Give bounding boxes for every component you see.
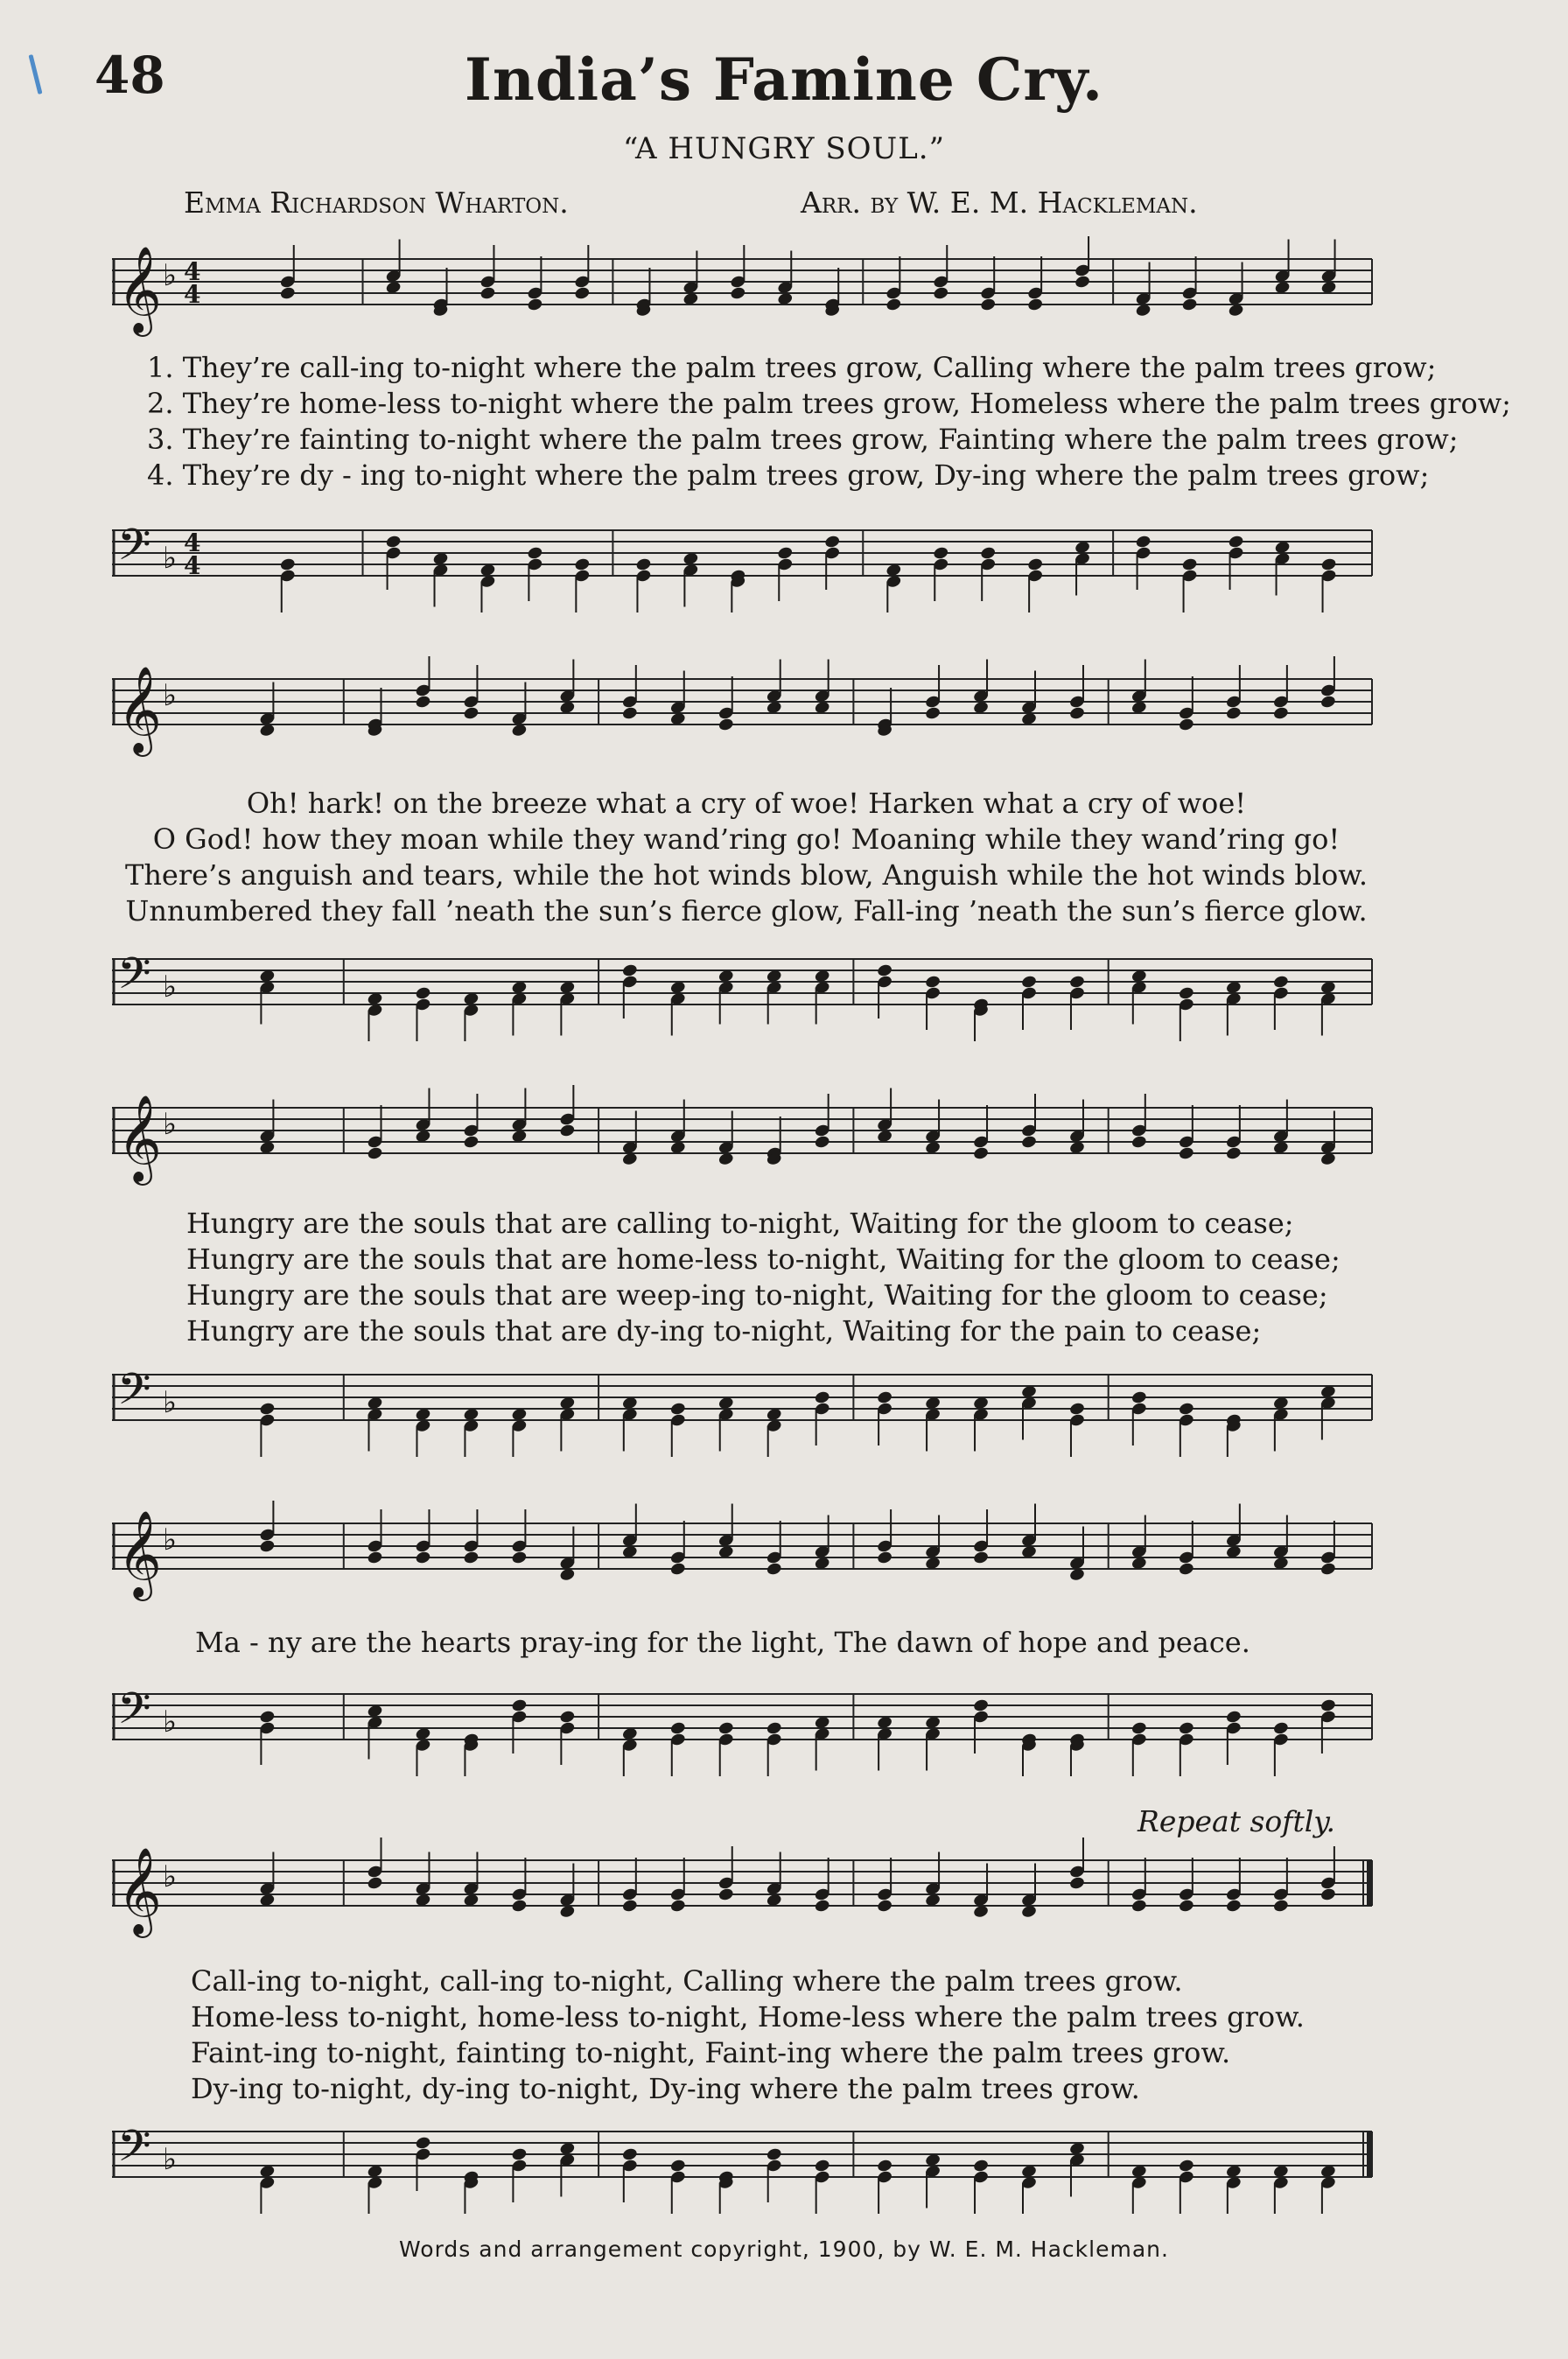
note-head (1272, 1899, 1289, 1914)
lyric-line: 3. They’re fainting to-night where the palm trees grow, Fainting where the palm trees grow; (147, 423, 1459, 456)
flat-sign-icon: ♭ (163, 1522, 178, 1558)
note-head (1320, 1562, 1336, 1577)
note-head (1178, 986, 1194, 1001)
note-head (1181, 557, 1198, 572)
hymn-title: India’s Famine Cry. (465, 46, 1103, 114)
lyric-line: O God! how they moan while they wand’ring go! Moaning while they wand’ring go! (152, 822, 1340, 856)
note-head (669, 1562, 686, 1577)
note-head (415, 2136, 431, 2151)
note-head (259, 1402, 276, 1417)
treble-staff-5 (112, 1838, 1381, 1942)
note-head (972, 1698, 989, 1713)
note-head (718, 718, 734, 732)
note-head (1178, 1402, 1194, 1417)
flat-sign-icon: ♭ (163, 2142, 178, 2177)
note-head (621, 706, 638, 721)
note-head (1178, 1146, 1194, 1161)
note-head (1068, 706, 1085, 721)
note-head (814, 2159, 830, 2174)
note-head (730, 286, 746, 301)
note-head (877, 2159, 893, 2174)
note-head (877, 1899, 893, 1914)
lyrics-block-2 (112, 786, 1381, 929)
note-head (1228, 535, 1244, 550)
bass-clef-icon: 𝄢 (117, 1684, 151, 1745)
note-head (777, 546, 794, 561)
bass-staff-4 (112, 1671, 1381, 1776)
note-head (279, 286, 296, 301)
note-head (1130, 1390, 1147, 1405)
flat-sign-icon: ♭ (163, 1704, 178, 1740)
lyric-line: Unnumbered they fall ’neath the sun’s fierce glow, Fall-ing ’neath the sun’s fierce glow. (125, 894, 1368, 928)
lyric-line: There’s anguish and tears, while the hot winds blow, Anguish while the hot winds blow. (124, 858, 1368, 892)
flat-sign-icon: ♭ (163, 1385, 178, 1420)
note-head (972, 1550, 989, 1565)
lyric-line: Dy-ing to-night, dy-ing to-night, Dy-ing where the palm trees grow. (191, 2072, 1140, 2105)
flat-sign-icon: ♭ (163, 1859, 178, 1894)
note-head (766, 1721, 782, 1736)
lyric-line: Hungry are the souls that are weep-ing to-night, Waiting for the gloom to cease; (186, 1278, 1328, 1312)
treble-clef-icon: 𝄞 (117, 1095, 162, 1182)
note-head (259, 1710, 276, 1725)
note-head (1020, 975, 1037, 990)
music-system-4 (112, 1501, 1381, 1781)
note-head (1181, 298, 1198, 312)
treble-clef-icon: 𝄞 (117, 1847, 162, 1935)
note-head (1130, 1135, 1147, 1150)
treble-staff-4 (112, 1501, 1381, 1606)
note-head (877, 1390, 893, 1405)
note-head (669, 1899, 686, 1914)
note-head (367, 1146, 383, 1161)
bass-staff-2 (112, 936, 1381, 1041)
repeat-instruction: Repeat softly. (1138, 1804, 1336, 1838)
lyric-line: Faint-ing to-night, fainting to-night, Faint-ing where the palm trees grow. (191, 2036, 1231, 2069)
note-head (1272, 1721, 1289, 1736)
note-head (574, 286, 591, 301)
note-head (1178, 1562, 1194, 1577)
lyric-line: 4. They’re dy - ing to-night where the palm trees grow, Dy-ing where the palm trees grow; (147, 458, 1430, 492)
note-head (1135, 535, 1152, 550)
flat-sign-icon: ♭ (163, 541, 178, 576)
note-head (1074, 275, 1091, 290)
note-head (559, 1710, 576, 1725)
note-head (511, 1698, 528, 1713)
lyric-line: Home-less to-night, home-less to-night, Home-less where the palm trees grow. (191, 2000, 1305, 2034)
note-head (814, 1135, 830, 1150)
bass-clef-icon: 𝄢 (117, 948, 151, 1010)
note-head (1178, 1721, 1194, 1736)
lyric-line: 1. They’re call-ing to-night where the palm trees grow, Calling where the palm trees grow; (147, 351, 1437, 384)
note-head (511, 1899, 528, 1914)
lyric-line: 2. They’re home-less to-night where the palm trees grow, Homeless where the palm trees grow; (147, 387, 1511, 420)
lyrics-block-1 (147, 350, 1511, 494)
note-head (1225, 1146, 1242, 1161)
treble-clef-icon: 𝄞 (117, 1510, 162, 1598)
note-head (511, 1550, 528, 1565)
note-head (669, 2159, 686, 2174)
lyric-line: Ma - ny are the hearts pray-ing for the light, The dawn of hope and peace. (195, 1626, 1250, 1659)
note-head (925, 975, 942, 990)
treble-clef-icon: 𝄞 (117, 246, 162, 333)
note-head (1320, 1698, 1336, 1713)
note-head (1068, 1402, 1085, 1417)
lyric-line: Oh! hark! on the breeze what a cry of woe! Harken what a cry of woe! (246, 787, 1247, 820)
flat-sign-icon: ♭ (163, 258, 178, 293)
note-head (1027, 298, 1044, 312)
time-signature: 4 (184, 257, 201, 286)
note-head (814, 1390, 830, 1405)
note-head (463, 1550, 480, 1565)
note-head (1225, 706, 1242, 721)
note-head (824, 535, 841, 550)
time-signature: 4 (184, 280, 201, 309)
bass-clef-icon: 𝄢 (117, 2121, 151, 2182)
treble-staff-3 (112, 1085, 1381, 1190)
note-head (511, 2147, 528, 2162)
lyrics-block-4 (195, 1625, 1464, 1661)
flat-sign-icon: ♭ (163, 678, 178, 713)
note-head (415, 986, 431, 1001)
note-head (635, 557, 652, 572)
note-head (972, 1146, 989, 1161)
arranger-credit: Arr. by W. E. M. Hackleman. (801, 186, 1198, 220)
flat-sign-icon: ♭ (163, 970, 178, 1004)
note-head (385, 535, 402, 550)
note-head (463, 706, 480, 721)
note-head (1068, 1876, 1085, 1891)
note-head (669, 1721, 686, 1736)
note-head (1130, 1899, 1147, 1914)
note-head (1320, 695, 1336, 710)
note-head (480, 286, 496, 301)
note-head (574, 557, 591, 572)
note-head (718, 1721, 734, 1736)
music-system-5 (112, 1838, 1381, 2222)
treble-staff-1 (112, 236, 1381, 341)
note-head (980, 546, 997, 561)
note-head (766, 2147, 782, 2162)
note-head (621, 963, 638, 978)
note-head (621, 2147, 638, 2162)
music-system-2 (112, 656, 1381, 1059)
note-head (766, 1562, 782, 1577)
bass-staff-1 (112, 508, 1381, 612)
lyric-line: Call-ing to-night, call-ing to-night, Calling where the palm trees grow. (191, 1964, 1183, 1998)
note-head (415, 1550, 431, 1565)
flat-sign-icon: ♭ (163, 1107, 178, 1142)
bass-clef-icon: 𝄢 (117, 520, 151, 581)
note-head (980, 298, 997, 312)
time-signature: 4 (184, 551, 201, 580)
note-head (1272, 706, 1289, 721)
note-head (814, 1899, 830, 1914)
hymn-subtitle: “A HUNGRY SOUL.” (623, 131, 945, 166)
author-credit: Emma Richardson Wharton. (184, 186, 569, 220)
note-head (527, 546, 543, 561)
note-head (933, 546, 949, 561)
note-head (1130, 1721, 1147, 1736)
note-head (1225, 1710, 1242, 1725)
note-head (1320, 1887, 1336, 1902)
bass-staff-3 (112, 1352, 1381, 1457)
note-head (463, 1135, 480, 1150)
bass-staff-5 (112, 2109, 1381, 2214)
note-head (1272, 975, 1289, 990)
copyright-notice: Words and arrangement copyright, 1900, by W. E. M. Hackleman. (399, 2236, 1169, 2262)
lyrics-block-3 (186, 1206, 1455, 1349)
note-head (925, 706, 942, 721)
note-head (1020, 1135, 1037, 1150)
note-head (1320, 557, 1337, 572)
note-head (1178, 2159, 1194, 2174)
note-head (415, 695, 431, 710)
lyric-line: Hungry are the souls that are calling to-night, Waiting for the gloom to cease; (186, 1207, 1294, 1240)
note-head (367, 1876, 383, 1891)
lyric-line: Hungry are the souls that are dy-ing to-night, Waiting for the pain to cease; (186, 1314, 1262, 1348)
note-head (718, 1887, 734, 1902)
note-head (877, 963, 893, 978)
note-head (1178, 718, 1194, 732)
page-number: 48 (94, 46, 165, 105)
note-head (1068, 975, 1085, 990)
note-head (1178, 1899, 1194, 1914)
treble-staff-2 (112, 656, 1381, 761)
treble-clef-icon: 𝄞 (117, 666, 162, 753)
note-head (1027, 557, 1044, 572)
note-head (972, 2159, 989, 2174)
note-head (621, 1899, 638, 1914)
note-head (559, 1124, 576, 1138)
note-head (259, 1539, 276, 1554)
note-head (669, 1402, 686, 1417)
lyrics-block-5 (191, 1964, 1460, 2107)
note-head (367, 1550, 383, 1565)
note-head (877, 1550, 893, 1565)
note-head (1225, 1899, 1242, 1914)
music-system-3 (112, 1085, 1381, 1470)
note-head (527, 298, 543, 312)
time-signature: 4 (184, 528, 201, 557)
music-system-1 (112, 236, 1511, 639)
bass-clef-icon: 𝄢 (117, 1364, 151, 1425)
note-head (279, 557, 296, 572)
lyric-line: Hungry are the souls that are home-less to-night, Waiting for the gloom to cease; (186, 1242, 1340, 1276)
note-head (886, 298, 902, 312)
note-head (933, 286, 949, 301)
